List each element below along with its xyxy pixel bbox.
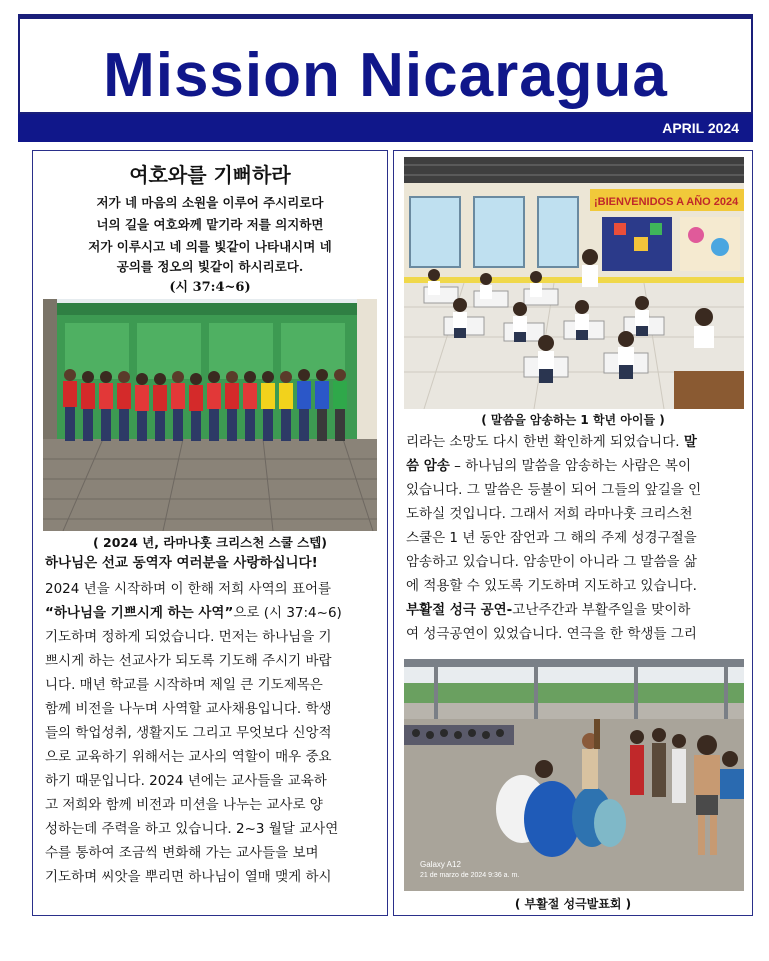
body-line: 있습니다. 그 말씀은 등불이 되어 그들의 앞길을 인 [406,482,702,498]
body-line [406,456,691,476]
photo-device-stamp: Galaxy A12 [420,860,461,869]
section-heading: 씀 암송 [406,458,450,474]
section-heading: 말 [683,434,697,450]
date-bar [18,114,753,142]
body-line: 니다. 매년 학교를 시작하며 제일 큰 기도제목은 [45,677,323,693]
body-line: 고 저희와 함께 비전과 미션을 나누는 교사로 양 [45,797,323,813]
body-line: 도하실 것입니다. 그래서 저희 라마나훗 크리스천 [406,506,693,522]
left-column [32,150,388,916]
easter-play-caption: ( 부활절 성극발표회 ) [514,897,632,911]
verse-reference: (시 37:4~6) [169,280,251,295]
welcome-banner: ¡BIENVENIDOS A AÑO 2024 [594,196,739,208]
body-line: 2024 년을 시작하며 이 한해 저희 사역의 표어를 [45,581,332,597]
article-headline: 하나님은 선교 동역자 여러분을 사랑하십니다! [45,555,318,571]
body-line: 기도하며 정하게 되었습니다. 먼저는 하나님을 기 [45,629,332,645]
body-line [45,603,342,623]
body-line: 기도하며 씨앗을 뿌리면 하나님이 열매 맺게 하시 [45,869,332,885]
issue-date: APRIL 2024 [662,120,739,136]
masthead [18,14,753,114]
body-line: 들의 학업성취, 생활지도 그리고 무엇보다 신앙적 [45,725,332,741]
body-line: 하기 때문입니다. 2024 년에는 교사들을 교육하 [45,773,327,789]
body-line [406,432,697,452]
staff-photo-caption: ( 2024 년, 라마나훗 크리스천 스쿨 스텝) [92,535,328,550]
body-line: 수를 통하여 조금씩 변화해 가는 교사들을 보며 [45,845,319,861]
verse-line: 저가 이루시고 네 의를 빛같이 나타내시며 네 [88,239,332,254]
body-line [406,600,690,620]
body-text: 으로 (시 37:4~6) [233,605,342,621]
staff-photo [43,299,377,531]
section-heading: 부활절 성극 공연- [406,602,513,618]
classroom-photo-caption: ( 말씀을 암송하는 1 학년 아이들 ) [481,413,665,427]
verse-line: 공의를 정오의 빛같이 하시리로다. [116,259,304,274]
body-text: 리라는 소망도 다시 한번 확인하게 되었습니다. [406,434,680,450]
photo-date-stamp: 21 de marzo de 2024 9:36 a. m. [420,872,520,879]
newsletter-title: Mission Nicaragua [103,41,668,110]
right-column [393,150,753,916]
body-line: 여 성극공연이 있었습니다. 연극을 한 학생들 그리 [406,626,697,642]
body-line: 으로 교육하기 위해서는 교사의 역할이 매우 중요 [45,749,332,765]
body-line: 에 적용할 수 있도록 기도하며 지도하고 있습니다. [406,578,697,594]
ministry-motto: “하나님을 기쁘시게 하는 사역” [45,605,234,621]
verse-line: 저가 네 마음의 소원을 이루어 주시리로다 [96,195,324,210]
easter-play-photo [404,659,744,891]
body-line: 스쿨은 1 년 동안 잠언과 그 해의 주제 성경구절을 [406,530,697,546]
body-text: 고난주간과 부활주일을 맞이하 [512,602,691,618]
verse-title: 여호와를 기뻐하라 [129,163,291,187]
body-line: 쁘시게 하는 선교사가 되도록 기도해 주시기 바랍 [45,653,332,669]
body-text: – 하나님의 말씀을 암송하는 사람은 복이 [449,458,691,474]
body-line: 성하는데 주력을 하고 있습니다. 2~3 월달 교사연 [45,821,339,837]
classroom-photo [404,157,744,409]
verse-line: 너의 길을 여호와께 맡기라 저를 의지하면 [96,217,324,232]
body-line: 암송하고 있습니다. 암송만이 아니라 그 말씀을 삶 [406,554,697,570]
body-line: 함께 비전을 나누며 사역할 교사채용입니다. 학생 [45,701,332,717]
